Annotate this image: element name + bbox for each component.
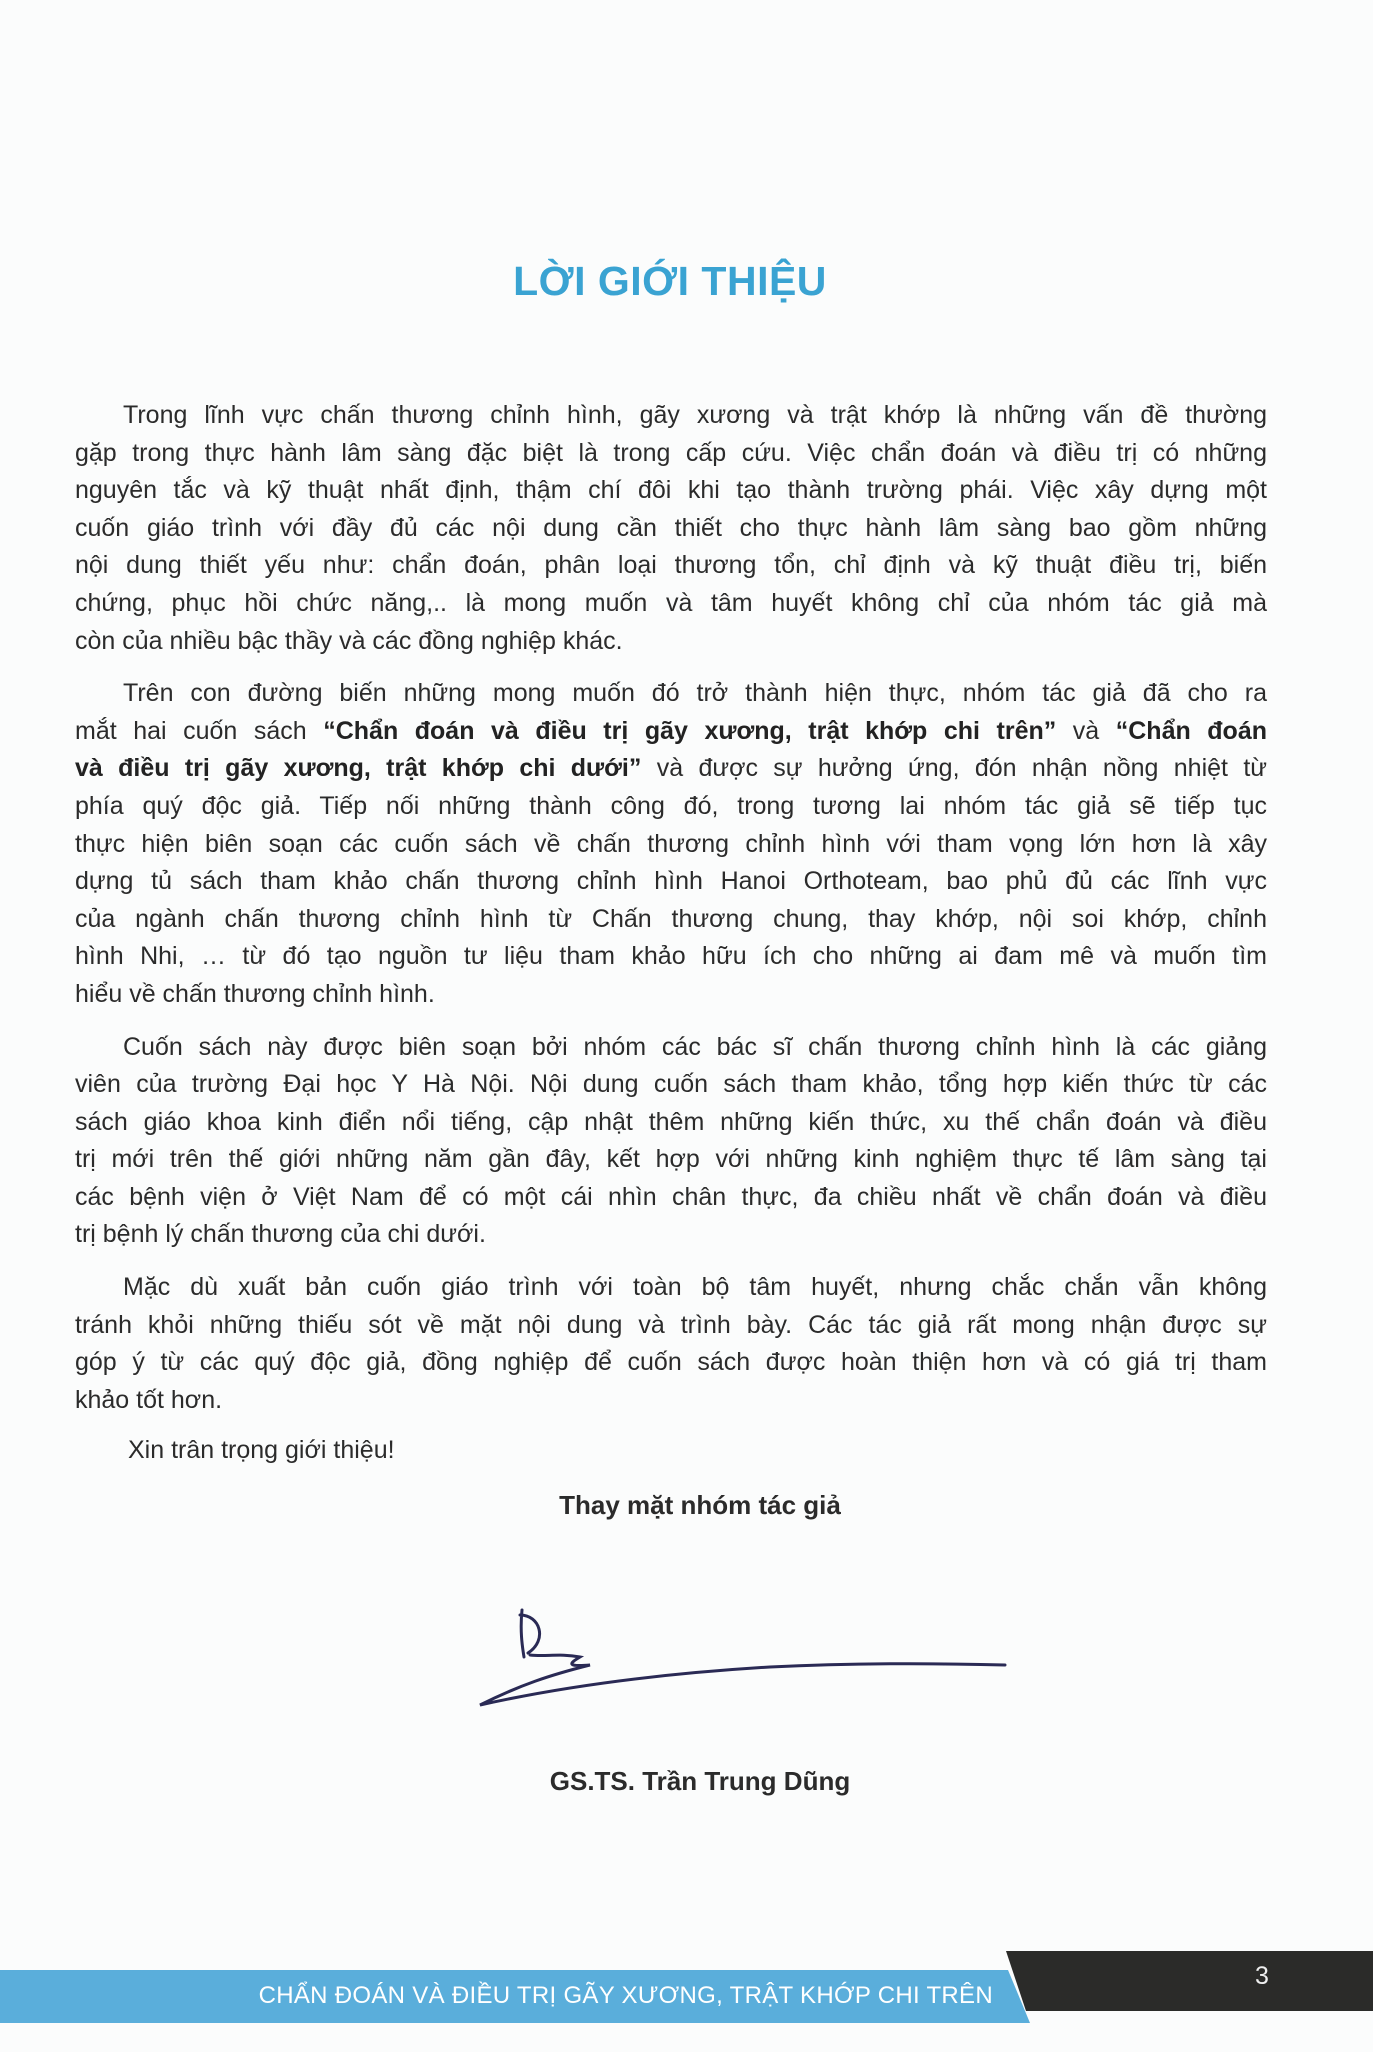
text-segment: trị bệnh lý chấn thương của chi dưới. bbox=[75, 1220, 486, 1249]
text-line bbox=[75, 1216, 1267, 1254]
text-line bbox=[75, 788, 1267, 826]
text-segment: nội dung thiết yếu như: chẩn đoán, phân loại thương tổn, chỉ định và kỹ thuật điều trị, biến bbox=[75, 551, 1267, 580]
text-segment: viên của trường Đại học Y Hà Nội. Nội dung cuốn sách tham khảo, tổng hợp kiến thức từ các bbox=[75, 1070, 1267, 1099]
text-line bbox=[75, 938, 1267, 976]
footer-page-block bbox=[1006, 1951, 1373, 2011]
text-segment: sách giáo khoa kinh điển nổi tiếng, cập nhật thêm những kiến thức, xu thế chẩn đoán và điều bbox=[75, 1107, 1267, 1136]
text-segment: phía quý độc giả. Tiếp nối những thành công đó, trong tương lai nhóm tác giả sẽ tiếp tục bbox=[75, 791, 1267, 820]
text-line bbox=[75, 397, 1267, 435]
text-line bbox=[75, 976, 1267, 1014]
paragraph bbox=[75, 1029, 1267, 1255]
text-line bbox=[75, 750, 1267, 788]
text-segment: các bệnh viện ở Việt Nam để có một cái nhìn chân thực, đa chiều nhất về chẩn đoán và điều bbox=[75, 1182, 1267, 1211]
text-segment: hình Nhi, … từ đó tạo nguồn tư liệu tham khảo hữu ích cho những ai đam mê và muốn tìm bbox=[75, 942, 1267, 971]
page-number: 3 bbox=[1255, 1962, 1269, 1990]
text-segment: hiểu về chấn thương chỉnh hình. bbox=[75, 979, 435, 1008]
text-segment: Cuốn sách này được biên soạn bởi nhóm các bác sĩ chấn thương chỉnh hình là các giảng bbox=[123, 1032, 1267, 1061]
text-segment: chứng, phục hồi chức năng,.. là mong muốn và tâm huyết không chỉ của nhóm tác giả mà bbox=[75, 588, 1267, 617]
text-line bbox=[75, 1066, 1267, 1104]
signature bbox=[450, 1585, 1020, 1735]
introduction-body bbox=[75, 397, 1267, 1434]
text-segment: trị mới trên thế giới những năm gần đây, kết hợp với những kinh nghiệm thực tế lâm sàng tại bbox=[75, 1145, 1267, 1174]
text-line bbox=[75, 1382, 1267, 1420]
text-segment: Mặc dù xuất bản cuốn giáo trình với toàn bộ tâm huyết, nhưng chắc chắn vẫn không bbox=[123, 1273, 1267, 1302]
text-segment: Trong lĩnh vực chấn thương chỉnh hình, gãy xương và trật khớp là những vấn đề thường bbox=[123, 401, 1267, 429]
text-segment: và bbox=[1056, 716, 1116, 745]
bold-book-title: “Chẩn đoán và điều trị gãy xương, trật khớp chi trên” bbox=[323, 716, 1057, 745]
page-title: LỜI GIỚI THIỆU bbox=[513, 258, 827, 304]
text-line bbox=[75, 472, 1267, 510]
paragraph bbox=[75, 1269, 1267, 1419]
paragraph bbox=[75, 397, 1267, 660]
text-line bbox=[75, 863, 1267, 901]
closing-line: Xin trân trọng giới thiệu! bbox=[128, 1436, 395, 1464]
text-segment: góp ý từ các quý độc giả, đồng nghiệp để cuốn sách được hoàn thiện hơn và có giá trị tham bbox=[75, 1348, 1267, 1377]
text-segment: mắt hai cuốn sách bbox=[75, 716, 324, 745]
text-line bbox=[75, 1141, 1267, 1179]
text-segment: khảo tốt hơn. bbox=[75, 1385, 223, 1414]
text-segment: tránh khỏi những thiếu sót về mặt nội dung và trình bày. Các tác giả rất mong nhận được sự bbox=[75, 1310, 1267, 1339]
text-line bbox=[75, 1269, 1267, 1307]
text-segment: Trên con đường biến những mong muốn đó trở thành hiện thực, nhóm tác giả đã cho ra bbox=[123, 679, 1267, 708]
text-line bbox=[75, 435, 1267, 473]
text-line bbox=[75, 901, 1267, 939]
text-segment: và được sự hưởng ứng, đón nhận nồng nhiệt từ bbox=[641, 754, 1267, 783]
text-line bbox=[75, 1179, 1267, 1217]
footer-book-title: CHẨN ĐOÁN VÀ ĐIỀU TRỊ GÃY XƯƠNG, TRẬT KHỚP CHI TRÊN bbox=[258, 1982, 993, 2009]
text-line bbox=[75, 1104, 1267, 1142]
text-line bbox=[75, 510, 1267, 548]
text-segment: còn của nhiều bậc thầy và các đồng nghiệp khác. bbox=[75, 626, 623, 655]
text-segment: dựng tủ sách tham khảo chấn thương chỉnh hình Hanoi Orthoteam, bao phủ đủ các lĩnh vực bbox=[75, 867, 1267, 896]
text-segment: gặp trong thực hành lâm sàng đặc biệt là trong cấp cứu. Việc chẩn đoán và điều trị có những bbox=[75, 438, 1267, 467]
text-segment: của ngành chấn thương chỉnh hình từ Chấn thương chung, thay khớp, nội soi khớp, chỉnh bbox=[75, 904, 1267, 933]
text-line bbox=[75, 585, 1267, 623]
text-line bbox=[75, 1029, 1267, 1067]
text-segment: thực hiện biên soạn các cuốn sách về chấn thương chỉnh hình với tham vọng lớn hơn là xây bbox=[75, 829, 1267, 858]
text-line bbox=[75, 1307, 1267, 1345]
bold-book-title: và điều trị gãy xương, trật khớp chi dưới” bbox=[75, 754, 642, 783]
text-line bbox=[75, 675, 1267, 713]
author-name: GS.TS. Trần Trung Dũng bbox=[549, 1766, 851, 1796]
text-line bbox=[75, 547, 1267, 585]
text-segment: cuốn giáo trình với đầy đủ các nội dung cần thiết cho thực hành lâm sàng bao gồm những bbox=[75, 513, 1267, 542]
text-line bbox=[75, 713, 1267, 751]
signoff-line: Thay mặt nhóm tác giả bbox=[559, 1490, 841, 1520]
text-line bbox=[75, 623, 1267, 661]
text-segment: nguyên tắc và kỹ thuật nhất định, thậm chí đôi khi tạo thành trường phái. Việc xây dựng một bbox=[75, 476, 1267, 505]
bold-book-title: “Chẩn đoán bbox=[1115, 716, 1268, 745]
paragraph bbox=[75, 675, 1267, 1013]
text-line bbox=[75, 1344, 1267, 1382]
text-line bbox=[75, 826, 1267, 864]
